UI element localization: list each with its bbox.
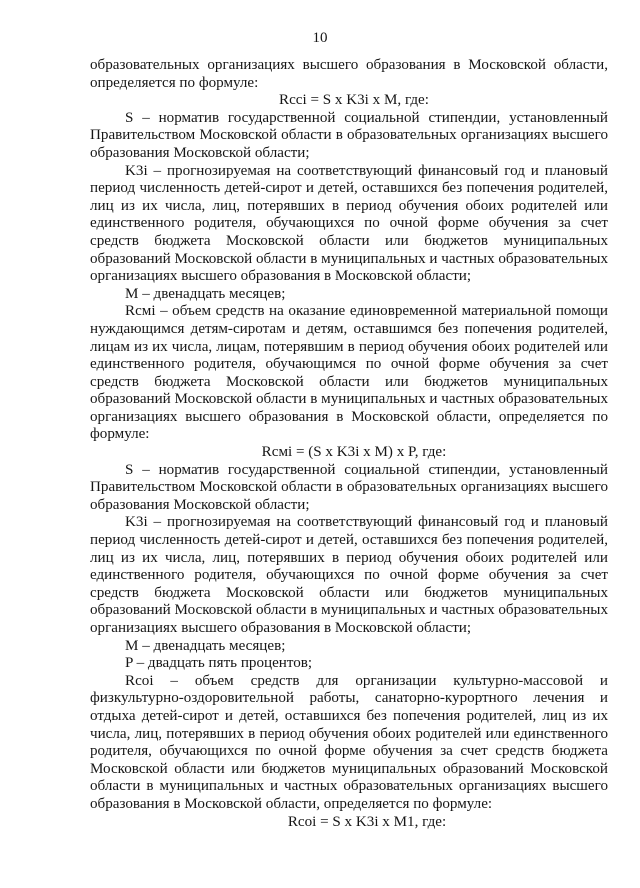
formula-rcmi: Rcмi = (S x K3i x M) x P, где: <box>261 444 447 461</box>
paragraph-intro: образовательных организациях высшего образования в Московской области, определяется по формуле: <box>90 57 608 91</box>
document-body <box>90 57 608 831</box>
formula-rcci: Rcci = S x K3i x M, где: <box>279 92 429 109</box>
paragraph-rcoi-definition: Rcoi – объем средств для организации культурно-массовой и физкультурно-оздоровительной работы, санаторно-курортного лечения и отдыха детей-сирот и детей, оставшихся без попечения родителей, лиц из их числа, лиц, потерявших в период обучения обоих родителей или единственного родителя, обучающихся по очной форме обучения за счет средств бюджета Московской области или бюджетов муниципальных образований Московской области в муниципальных и частных образовательных организациях высшего образования в Московской области, определяется по формуле: <box>90 672 608 812</box>
paragraph-p-definition: P – двадцать пять процентов; <box>125 655 313 672</box>
paragraph-m-definition: M – двенадцать месяцев; <box>125 285 286 302</box>
paragraph-m-definition-2: M – двенадцать месяцев; <box>125 637 286 654</box>
paragraph-s-definition-2: S – норматив государственной социальной стипендии, установленный Правительством Московской области в образовательных организациях высшего образования Московской области; <box>90 461 608 513</box>
paragraph-k3i-definition: K3i – прогнозируемая на соответствующий финансовый год и плановый период численность детей-сирот и детей, оставшихся без попечения родителей, лиц из их числа, лиц, потерявших в период обучения обоих родителей или единственного родителя, обучающихся по очной форме обучения за счет средств бюджета Московской области или бюджетов муниципальных образований Московской области в муниципальных и частных образовательных организациях высшего образования в Московской области; <box>90 162 608 285</box>
formula-rcoi: Rcoi = S x K3i x M1, где: <box>287 813 447 830</box>
paragraph-s-definition: S – норматив государственной социальной стипендии, установленный Правительством Московской области в образовательных организациях высшего образования Московской области; <box>90 109 608 161</box>
paragraph-k3i-definition-2: K3i – прогнозируемая на соответствующий финансовый год и плановый период численность детей-сирот и детей, оставшихся без попечения родителей, лиц из их числа, лиц, потерявших в период обучения обоих родителей или единственного родителя, обучающихся по очной форме обучения за счет средств бюджета Московской области или бюджетов муниципальных образований Московской области в муниципальных и частных образовательных организациях высшего образования в Московской области; <box>90 514 608 636</box>
page-number: 10 <box>312 30 328 46</box>
paragraph-rcmi-definition: Rcмi – объем средств на оказание единовременной материальной помощи нуждающимся детям-сиротам и детям, оставшимся без попечения родителей, лицам из их числа, лицам, потерявшим в период обучения обоих родителей или единственного родителя, обучающимся по очной форме обучения за счет средств бюджета Московской области или бюджетов муниципальных образований Московской области в муниципальных и частных образовательных организациях высшего образования в Московской области, определяется по формуле: <box>90 303 608 443</box>
